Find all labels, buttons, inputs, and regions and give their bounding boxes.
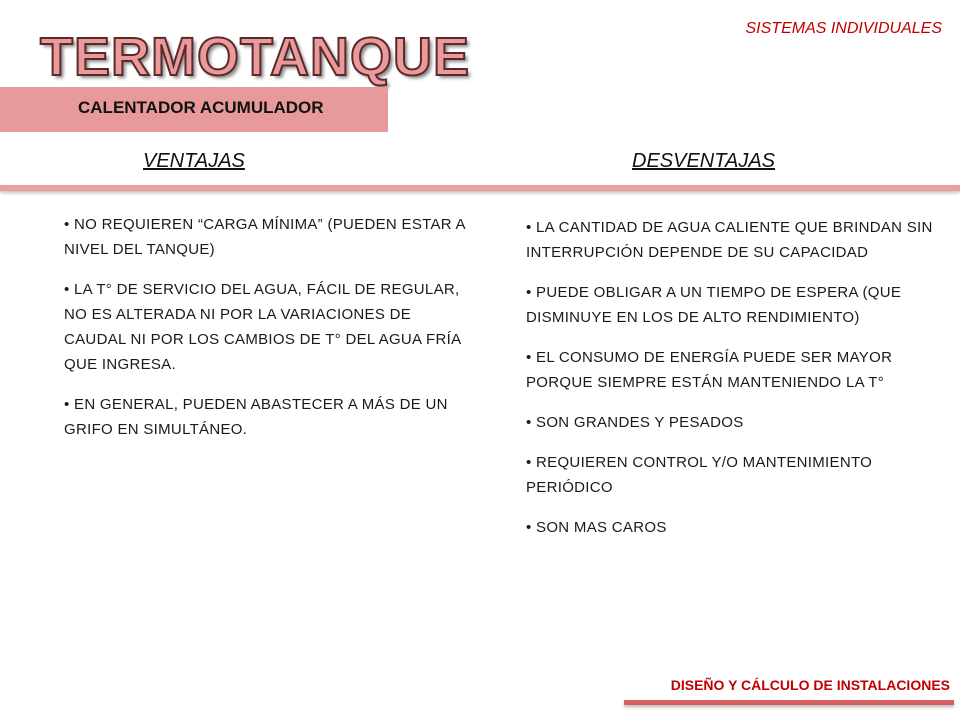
footer-bar [624, 700, 954, 705]
list-item: • REQUIEREN CONTROL Y/O MANTENIMIENTO PERIÓDICO [526, 450, 941, 500]
ventajas-heading: VENTAJAS [143, 150, 245, 172]
footer-course-label: DISEÑO Y CÁLCULO DE INSTALACIONES [670, 677, 950, 693]
desventajas-heading: DESVENTAJAS [632, 150, 775, 172]
list-item: • SON MAS CAROS [526, 515, 941, 540]
list-item: • PUEDE OBLIGAR A UN TIEMPO DE ESPERA (QUE DISMINUYE EN LOS DE ALTO RENDIMIENTO) [526, 280, 941, 330]
subtitle-band [0, 87, 388, 132]
subtitle-text: CALENTADOR ACUMULADOR [78, 98, 324, 117]
section-label: SISTEMAS INDIVIDUALES [745, 20, 942, 37]
section-divider [0, 185, 960, 191]
list-item: • EL CONSUMO DE ENERGÍA PUEDE SER MAYOR PORQUE SIEMPRE ESTÁN MANTENIENDO LA T° [526, 345, 941, 395]
list-item: • LA T° DE SERVICIO DEL AGUA, FÁCIL DE REGULAR, NO ES ALTERADA NI POR LA VARIACIONES DE CAUDAL NI POR LOS CAMBIOS DE T° DEL AGUA FRÍA QUE INGRESA. [64, 277, 469, 377]
slide-title: TERMOTANQUE [40, 27, 470, 87]
ventajas-list [64, 212, 469, 457]
desventajas-list [526, 215, 941, 555]
list-item: • SON GRANDES Y PESADOS [526, 410, 941, 435]
list-item: • EN GENERAL, PUEDEN ABASTECER A MÁS DE UN GRIFO EN SIMULTÁNEO. [64, 392, 469, 442]
list-item: • NO REQUIEREN “CARGA MÍNIMA” (PUEDEN ESTAR A NIVEL DEL TANQUE) [64, 212, 469, 262]
list-item: • LA CANTIDAD DE AGUA CALIENTE QUE BRINDAN SIN INTERRUPCIÓN DEPENDE DE SU CAPACIDAD [526, 215, 941, 265]
